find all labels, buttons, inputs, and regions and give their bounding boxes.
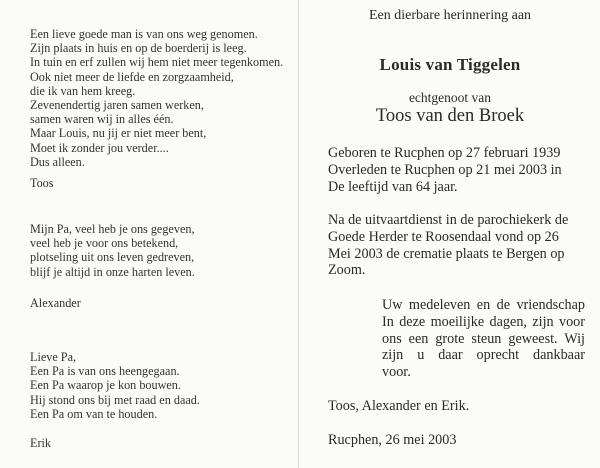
poem-line: Zijn plaats in huis en op de boerderij is leeg. — [30, 41, 247, 56]
ack-line: In deze moeilijke dagen, zijn voor — [382, 313, 585, 330]
signature-toos: Toos — [30, 176, 54, 190]
fold-divider — [298, 0, 299, 468]
service-details — [328, 212, 584, 279]
spouse-label: echtgenoot van — [408, 90, 492, 105]
life-line: Overleden te Rucphen op 21 mei 2003 in — [328, 161, 562, 178]
poems-panel — [0, 0, 298, 468]
life-details — [328, 145, 584, 195]
acknowledgement — [382, 297, 585, 381]
service-line: Zoom. — [328, 262, 366, 279]
service-line: Mei 2003 de crematie plaats te Bergen op — [328, 245, 565, 262]
family-signature: Toos, Alexander en Erik. — [328, 398, 470, 414]
poem-line: Een Pa om van te houden. — [30, 406, 158, 421]
poem-line: Moet ik zonder jou verder.... — [30, 140, 169, 155]
poem-line: In tuin en erf zullen wij hem niet meer tegenkomen. — [30, 55, 284, 70]
intro-text: Een dierbare herinnering aan — [368, 8, 532, 23]
service-line: Goede Herder te Roosendaal vond op 26 — [328, 228, 559, 245]
ack-line: ons een grote steun geweest. Wij — [382, 330, 585, 347]
place-date: Rucphen, 26 mei 2003 — [328, 432, 457, 448]
life-line: De leeftijd van 64 jaar. — [328, 178, 458, 195]
poem-line: Dus alleen. — [30, 154, 85, 169]
poem-line: blijf je altijd in onze harten leven. — [30, 264, 195, 279]
spouse-name: Toos van den Broek — [375, 106, 525, 126]
service-line: Na de uitvaartdienst in de parochiekerk de — [328, 212, 569, 228]
poem-line: plotseling uit ons leven gedreven, — [30, 250, 195, 265]
poem-line: Hij stond ons bij met raad en daad. — [30, 392, 200, 407]
ack-line: zijn u daar oprecht dankbaar — [382, 347, 585, 364]
poem-erik — [30, 350, 200, 421]
poem-line: Lieve Pa, — [30, 350, 77, 364]
memorial-panel — [300, 0, 600, 468]
poem-line: die ik van hem kreeg. — [30, 83, 136, 98]
poem-line: Een lieve goede man is van ons weg genomen. — [30, 27, 258, 41]
poem-line: Een Pa waarop je kon bouwen. — [30, 378, 181, 393]
poem-line: Ook niet meer de liefde en zorgzaamheid, — [30, 69, 234, 84]
poem-alexander — [30, 222, 195, 279]
ack-line: voor. — [382, 364, 411, 381]
poem-toos — [30, 27, 283, 169]
signature-erik: Erik — [30, 436, 51, 450]
ack-line: Uw medeleven en de vriendschap — [382, 297, 585, 313]
deceased-name: Louis van Tiggelen — [379, 55, 521, 74]
poem-line: veel heb je voor ons betekend, — [30, 236, 179, 251]
poem-line: Maar Louis, nu jij er niet meer bent, — [30, 126, 207, 141]
life-line: Geboren te Rucphen op 27 februari 1939 — [328, 145, 561, 161]
poem-line: samen waren wij in alles één. — [30, 112, 174, 127]
poem-line: Een Pa is van ons heengegaan. — [30, 364, 180, 379]
poem-line: Zevenendertig jaren samen werken, — [30, 98, 204, 113]
poem-line: Mijn Pa, veel heb je ons gegeven, — [30, 222, 195, 236]
signature-alexander: Alexander — [30, 296, 81, 310]
